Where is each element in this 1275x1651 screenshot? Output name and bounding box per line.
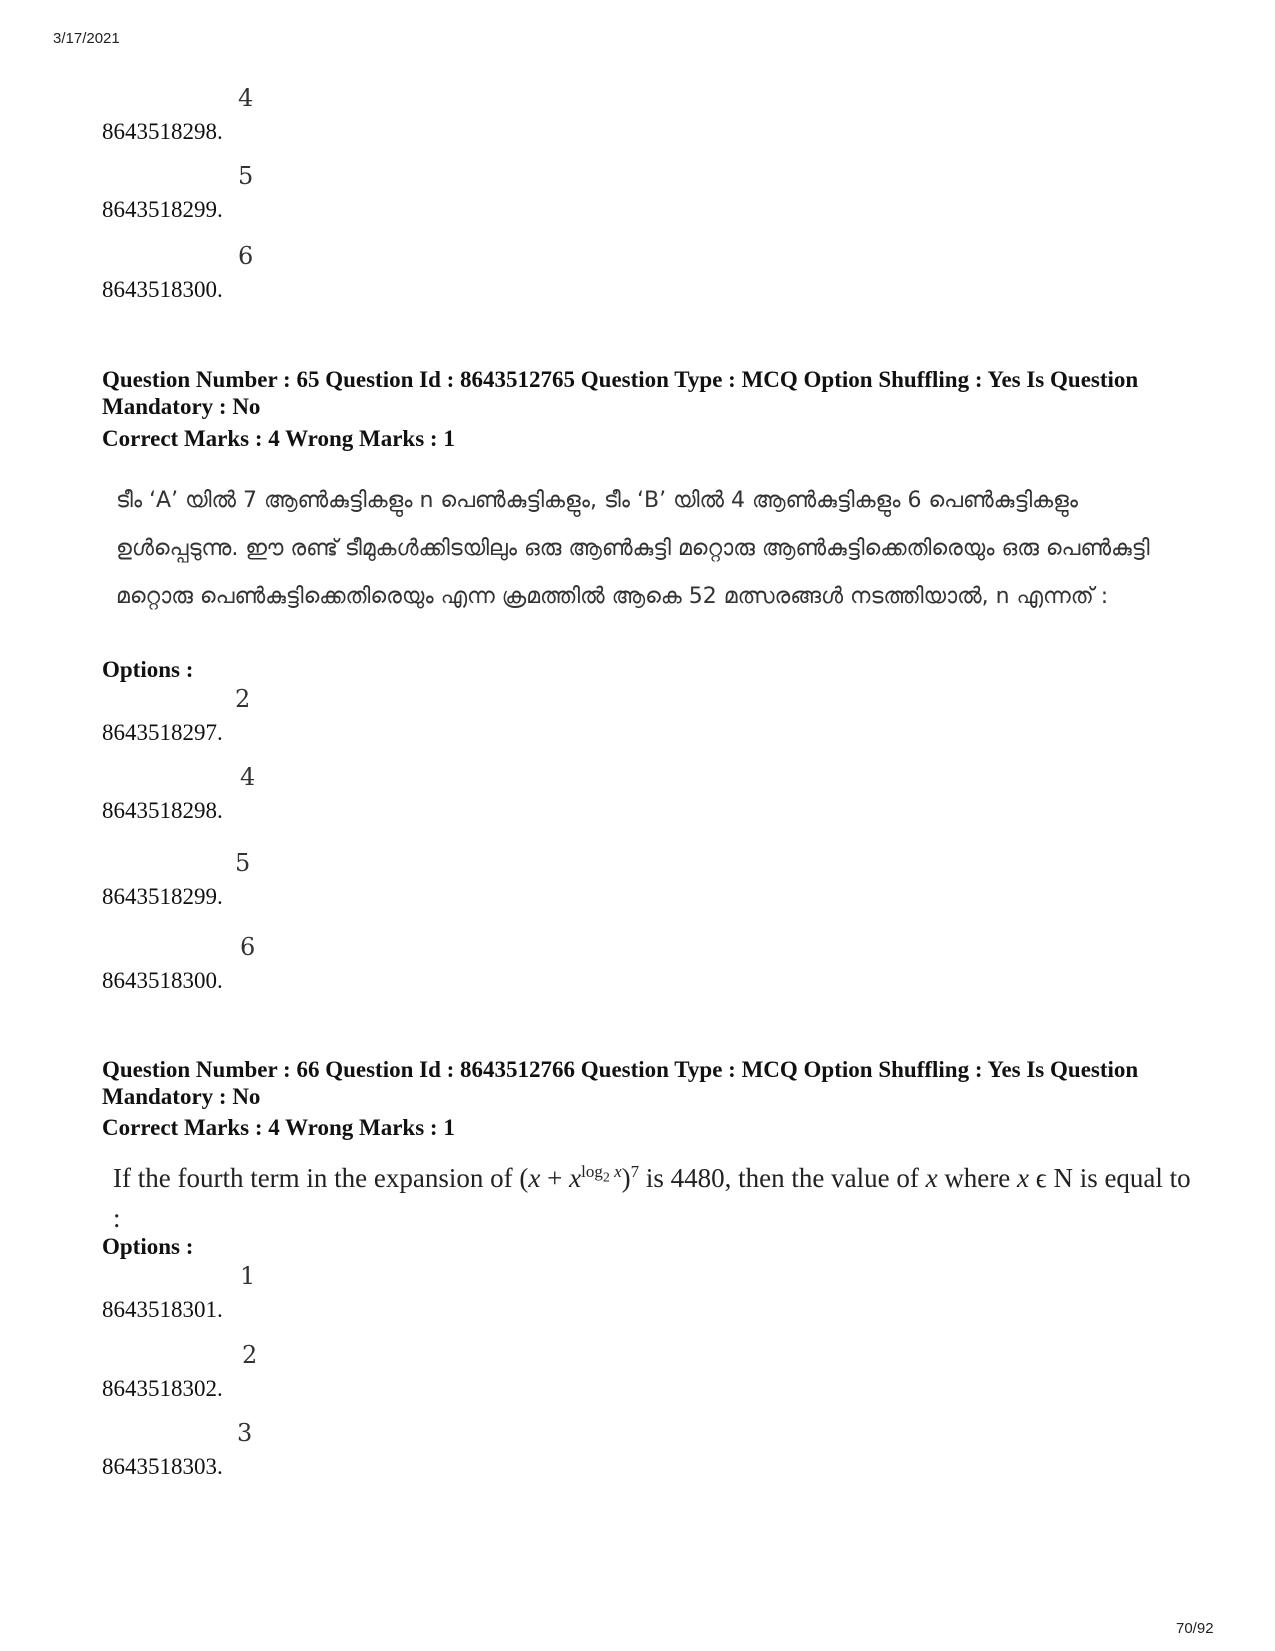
- option-row: [102, 1420, 502, 1480]
- text-part: is 4480, then the value of: [639, 1163, 926, 1193]
- math-paren: ): [621, 1163, 631, 1193]
- options-label: Options :: [102, 657, 194, 682]
- option-value: 3: [237, 1419, 253, 1447]
- option-id: 8643518299.: [102, 884, 223, 909]
- question-text: [113, 1152, 1193, 1238]
- option-value: 6: [238, 242, 254, 270]
- text-part: If the fourth term in the expansion of (: [113, 1163, 529, 1193]
- math-var: x: [925, 1163, 938, 1193]
- text-part: where: [937, 1163, 1018, 1193]
- text-part: ϵ N is equal to :: [113, 1163, 1191, 1234]
- option-row: [102, 1263, 502, 1323]
- option-id: 8643518298.: [102, 119, 223, 144]
- option-id: 8643518300.: [102, 277, 223, 302]
- print-date: 3/17/2021: [53, 30, 120, 47]
- option-row: [102, 934, 502, 994]
- option-id: 8643518298.: [102, 798, 223, 823]
- question-header: Question Number : 66 Question Id : 8643512766 Question Type : MCQ Option Shuffling : Yes Is Question Mandatory : No: [102, 1057, 1139, 1109]
- math-log: log: [581, 1162, 603, 1181]
- option-value: 6: [240, 933, 256, 961]
- option-row: [102, 850, 502, 910]
- option-value: 2: [235, 685, 251, 713]
- option-row: [102, 163, 502, 223]
- question-header: Question Number : 65 Question Id : 8643512765 Question Type : MCQ Option Shuffling : Yes Is Question Mandatory : No: [102, 367, 1139, 419]
- option-value: 4: [238, 84, 254, 112]
- option-id: 8643518303.: [102, 1454, 223, 1479]
- option-row: [102, 1342, 502, 1402]
- option-id: 8643518300.: [102, 968, 223, 993]
- math-var: x: [528, 1163, 541, 1193]
- option-value: 5: [235, 849, 251, 877]
- option-value: 2: [242, 1341, 258, 1369]
- option-value: 5: [238, 162, 254, 190]
- math-var: x: [1017, 1163, 1030, 1193]
- option-id: 8643518297.: [102, 720, 223, 745]
- math-log-base: 2: [602, 1170, 610, 1186]
- question-marks: Correct Marks : 4 Wrong Marks : 1: [102, 426, 455, 451]
- page-number: 70/92: [1176, 1620, 1214, 1637]
- option-value: 4: [240, 763, 256, 791]
- math-op: +: [540, 1163, 570, 1193]
- option-row: [102, 686, 502, 746]
- option-id: 8643518299.: [102, 197, 223, 222]
- question-text: ടീം ‘A’ യിൽ 7 ആൺകുട്ടികളും n പെൺകുട്ടികളും, ടീം ‘B’ യിൽ 4 ആൺകുട്ടികളും 6 പെൺകുട്ടികളും ഉൾപ്പെടുന്നു. ഈ രണ്ട് ടീമുകൾക്കിടയിലും ഒരു ആൺകുട്ടി മറ്റൊരു ആൺകുട്ടിക്കെതിരെയും ഒരു പെൺകുട്ടി മറ്റൊരു പെൺകുട്ടിക്കെതിരെയും എന്ന ക്രമത്തിൽ ആകെ 52 മത്സരങ്ങൾ നടത്തിയാൽ, n എന്നത് :: [116, 488, 1150, 609]
- math-var: x: [609, 1162, 622, 1181]
- math-power: 7: [630, 1162, 640, 1181]
- option-value: 1: [240, 1262, 256, 1290]
- math-var: x: [569, 1163, 582, 1193]
- option-id: 8643518301.: [102, 1297, 223, 1322]
- option-id: 8643518302.: [102, 1376, 223, 1401]
- option-row: [102, 243, 502, 303]
- option-row: [102, 85, 502, 145]
- math-exponent: [581, 1162, 622, 1186]
- options-label: Options :: [102, 1234, 194, 1259]
- question-marks: Correct Marks : 4 Wrong Marks : 1: [102, 1115, 455, 1140]
- option-row: [102, 764, 502, 824]
